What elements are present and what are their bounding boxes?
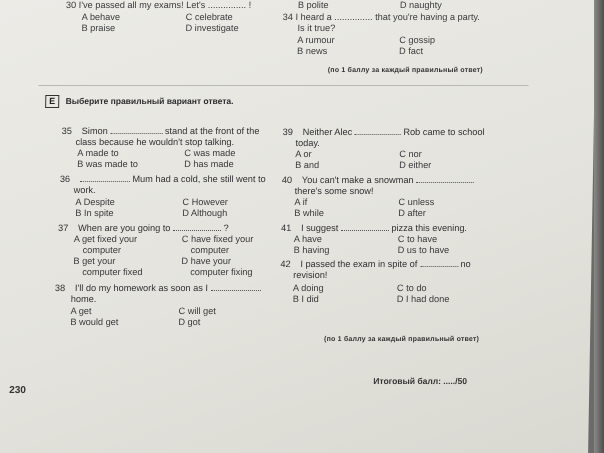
q39-option-c: C nor xyxy=(399,149,422,159)
q41-option-b: B having xyxy=(293,245,330,255)
q35-option-a: A made to xyxy=(77,148,119,158)
q39-option-d: D either xyxy=(399,160,432,170)
q40-option-c: C unless xyxy=(398,197,435,207)
q38-option-d: D got xyxy=(178,317,201,327)
q42-option-a: A doing xyxy=(292,283,324,293)
section-letter: E xyxy=(45,95,59,108)
q36-option-c: C However xyxy=(182,197,229,207)
q37-option-b-cont: computer fixed xyxy=(82,267,143,277)
page-number: 230 xyxy=(9,385,26,396)
q30-option-d: D investigate xyxy=(185,23,239,33)
question-41: 41 I suggest pizza this evening. xyxy=(280,223,468,233)
q38-option-c: C will get xyxy=(178,306,216,316)
q35-option-b: B was made to xyxy=(77,159,139,169)
q36-option-a: A Despite xyxy=(75,197,115,207)
q34-option-b: B news xyxy=(297,46,328,56)
question-30-stem: 30 I've passed all my exams! Let's ............... ! xyxy=(65,0,252,10)
paper-edge-shadow xyxy=(594,0,604,453)
q40-option-b: B while xyxy=(294,208,324,218)
q40-option-a: A if xyxy=(294,197,308,207)
q39-option-a: A or xyxy=(295,149,312,159)
q30-option-c: C celebrate xyxy=(185,12,233,22)
q42-option-d: D I had done xyxy=(396,294,450,304)
q40-option-d: D after xyxy=(398,208,426,218)
q41-option-d: D us to have xyxy=(397,245,450,255)
score-note-top: (по 1 баллу за каждый правильный ответ) xyxy=(327,67,483,74)
q37-option-a: A get fixed your xyxy=(73,234,138,244)
q33-option-d: D naughty xyxy=(399,0,442,10)
q42-option-c: C to do xyxy=(396,283,427,293)
q34-option-d: D fact xyxy=(399,46,424,56)
q30-option-a: A behave xyxy=(81,12,121,22)
q34-option-c: C gossip xyxy=(399,35,436,45)
q36-option-d: D Although xyxy=(182,208,228,218)
total-score: Итоговый балл: ...../50 xyxy=(373,376,468,386)
q37-option-d-cont: computer fixing xyxy=(190,267,253,277)
q41-option-a: A have xyxy=(293,234,323,244)
question-34-stem-2: Is it true? xyxy=(297,23,336,33)
q35-option-d: D has made xyxy=(184,159,234,169)
q36-option-b: B In spite xyxy=(75,208,114,218)
q42-option-b: B I did xyxy=(292,294,319,304)
score-note-bottom: (по 1 баллу за каждый правильный ответ) xyxy=(324,336,480,343)
q37-option-d: D have your xyxy=(181,256,232,266)
q41-option-c: C to have xyxy=(397,234,438,244)
q39-option-b: B and xyxy=(295,160,320,170)
question-39: 39 Neither Alec Rob came to school today. xyxy=(282,127,485,148)
question-37: 37 When are you going to ? xyxy=(57,223,229,233)
q37-option-c: C have fixed your xyxy=(181,234,254,244)
q33-option-b: B polite xyxy=(297,0,329,10)
section-divider xyxy=(38,85,528,86)
q38-option-a: A get xyxy=(70,306,92,316)
q38-option-b: B would get xyxy=(70,317,119,327)
section-instruction: Выберите правильный вариант ответа. xyxy=(65,96,234,106)
q37-option-a-cont: computer xyxy=(82,245,122,255)
question-34-stem: 34 I heard a ............... that you're having a party. xyxy=(282,12,481,22)
question-42: 42 I passed the exam in spite of no revision! xyxy=(280,259,471,280)
q37-option-c-cont: computer xyxy=(190,245,230,255)
section-header xyxy=(45,95,234,108)
question-35: 35 Simon stand at the front of the class because he wouldn't stop talking. xyxy=(61,126,260,147)
q37-option-b: B get your xyxy=(73,256,116,266)
question-36: 36 Mum had a cold, she still went to work. xyxy=(59,174,266,195)
q34-option-a: A rumour xyxy=(297,35,335,45)
q30-option-b: B praise xyxy=(81,23,116,33)
q35-option-c: C was made xyxy=(184,148,236,158)
question-38: 38 I'll do my homework as soon as I home. xyxy=(55,282,270,304)
question-40: 40 You can't make a snowman there's some snow! xyxy=(282,174,497,196)
